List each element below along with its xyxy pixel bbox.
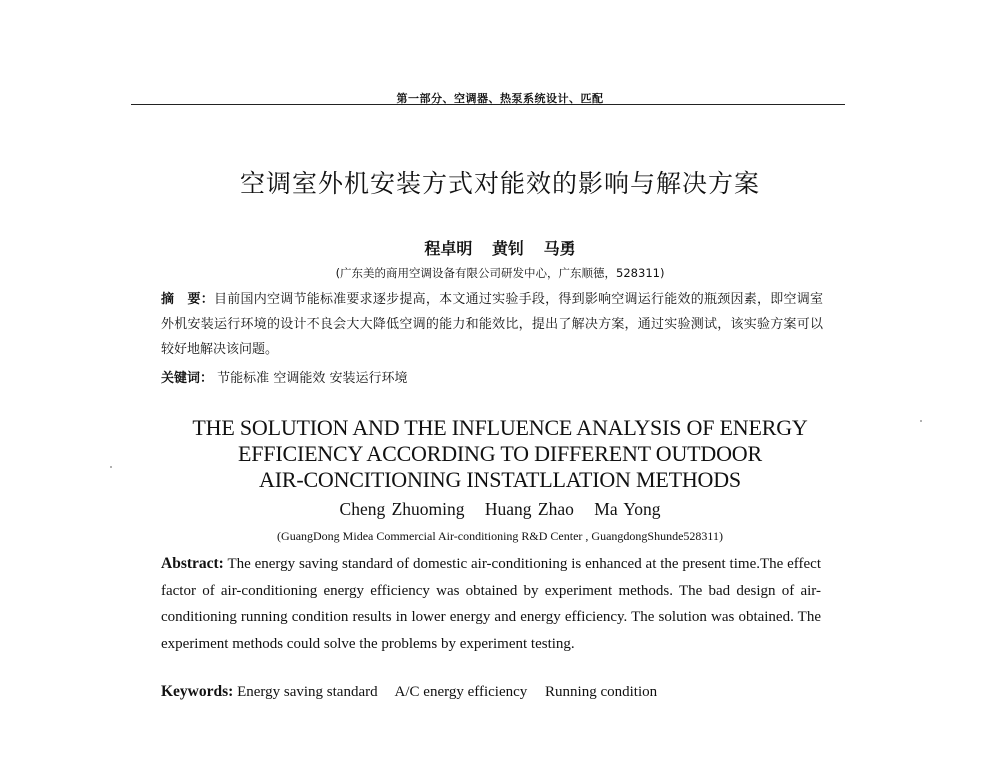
english-author: Huang Zhao <box>484 499 574 519</box>
english-author: Cheng Zhuoming <box>339 499 465 519</box>
english-title-line: THE SOLUTION AND THE INFLUENCE ANALYSIS OF ENERGY <box>192 415 808 440</box>
header-rule <box>131 104 845 105</box>
chinese-authors <box>290 236 710 259</box>
english-keywords-label: Keywords: <box>161 683 234 700</box>
english-keyword: Energy saving standard <box>237 684 378 700</box>
chinese-abstract-text: 目前国内空调节能标准要求逐步提高，本文通过实验手段，得到影响空调运行能效的瓶颈因素，即空调室外机安装运行环境的设计不良会大大降低空调的能力和能效比，提出了解决方案，通过实验测试，该实验方案可以较好地解决该问题。 <box>161 292 823 357</box>
english-keyword: A/C energy efficiency <box>394 684 528 700</box>
english-author: Ma Yong <box>594 499 661 519</box>
chinese-keyword: 安装运行环境 <box>329 371 408 386</box>
chinese-author: 黄钊 <box>491 239 524 258</box>
english-abstract <box>161 551 821 657</box>
scan-speck <box>920 420 922 422</box>
english-keyword: Running condition <box>545 684 658 700</box>
chinese-title: 空调室外机安装方式对能效的影响与解决方案 <box>239 169 760 198</box>
english-abstract-label: Abstract: <box>161 555 224 572</box>
english-title <box>140 415 860 493</box>
chinese-abstract-label: 摘 要： <box>161 292 214 307</box>
chinese-author: 马勇 <box>543 239 576 258</box>
chinese-keywords-label: 关键词： <box>161 371 214 386</box>
english-affiliation: (GuangDong Midea Commercial Air-conditioning R&D Center , GuangdongShunde528311) <box>277 529 723 543</box>
scan-speck <box>110 466 112 468</box>
chinese-abstract <box>161 287 823 362</box>
english-title-line: EFFICIENCY ACCORDING TO DIFFERENT OUTDOOR <box>238 441 762 466</box>
chinese-affiliation: (广东美的商用空调设备有限公司研发中心，广东顺德，528311) <box>335 266 665 280</box>
english-title-line: AIR-CONCITIONING INSTATLLATION METHODS <box>259 467 741 492</box>
running-header: 第一部分、空调器、热泵系统设计、匹配 <box>396 92 604 105</box>
chinese-author: 程卓明 <box>424 239 473 258</box>
chinese-keywords <box>161 367 823 386</box>
chinese-keyword: 节能标准 <box>217 371 270 386</box>
chinese-keyword: 空调能效 <box>273 371 326 386</box>
english-authors <box>240 499 760 520</box>
english-keywords <box>161 683 821 701</box>
english-abstract-text: The energy saving standard of domestic air-conditioning is enhanced at the present time.The effect factor of air-conditioning energy efficiency was obtained by experiment methods. The bad design of air-conditioning running condition results in lower energy and energy efficiency. The solution was obtained. The experiment methods could solve the problems by experiment testing. <box>161 556 822 652</box>
